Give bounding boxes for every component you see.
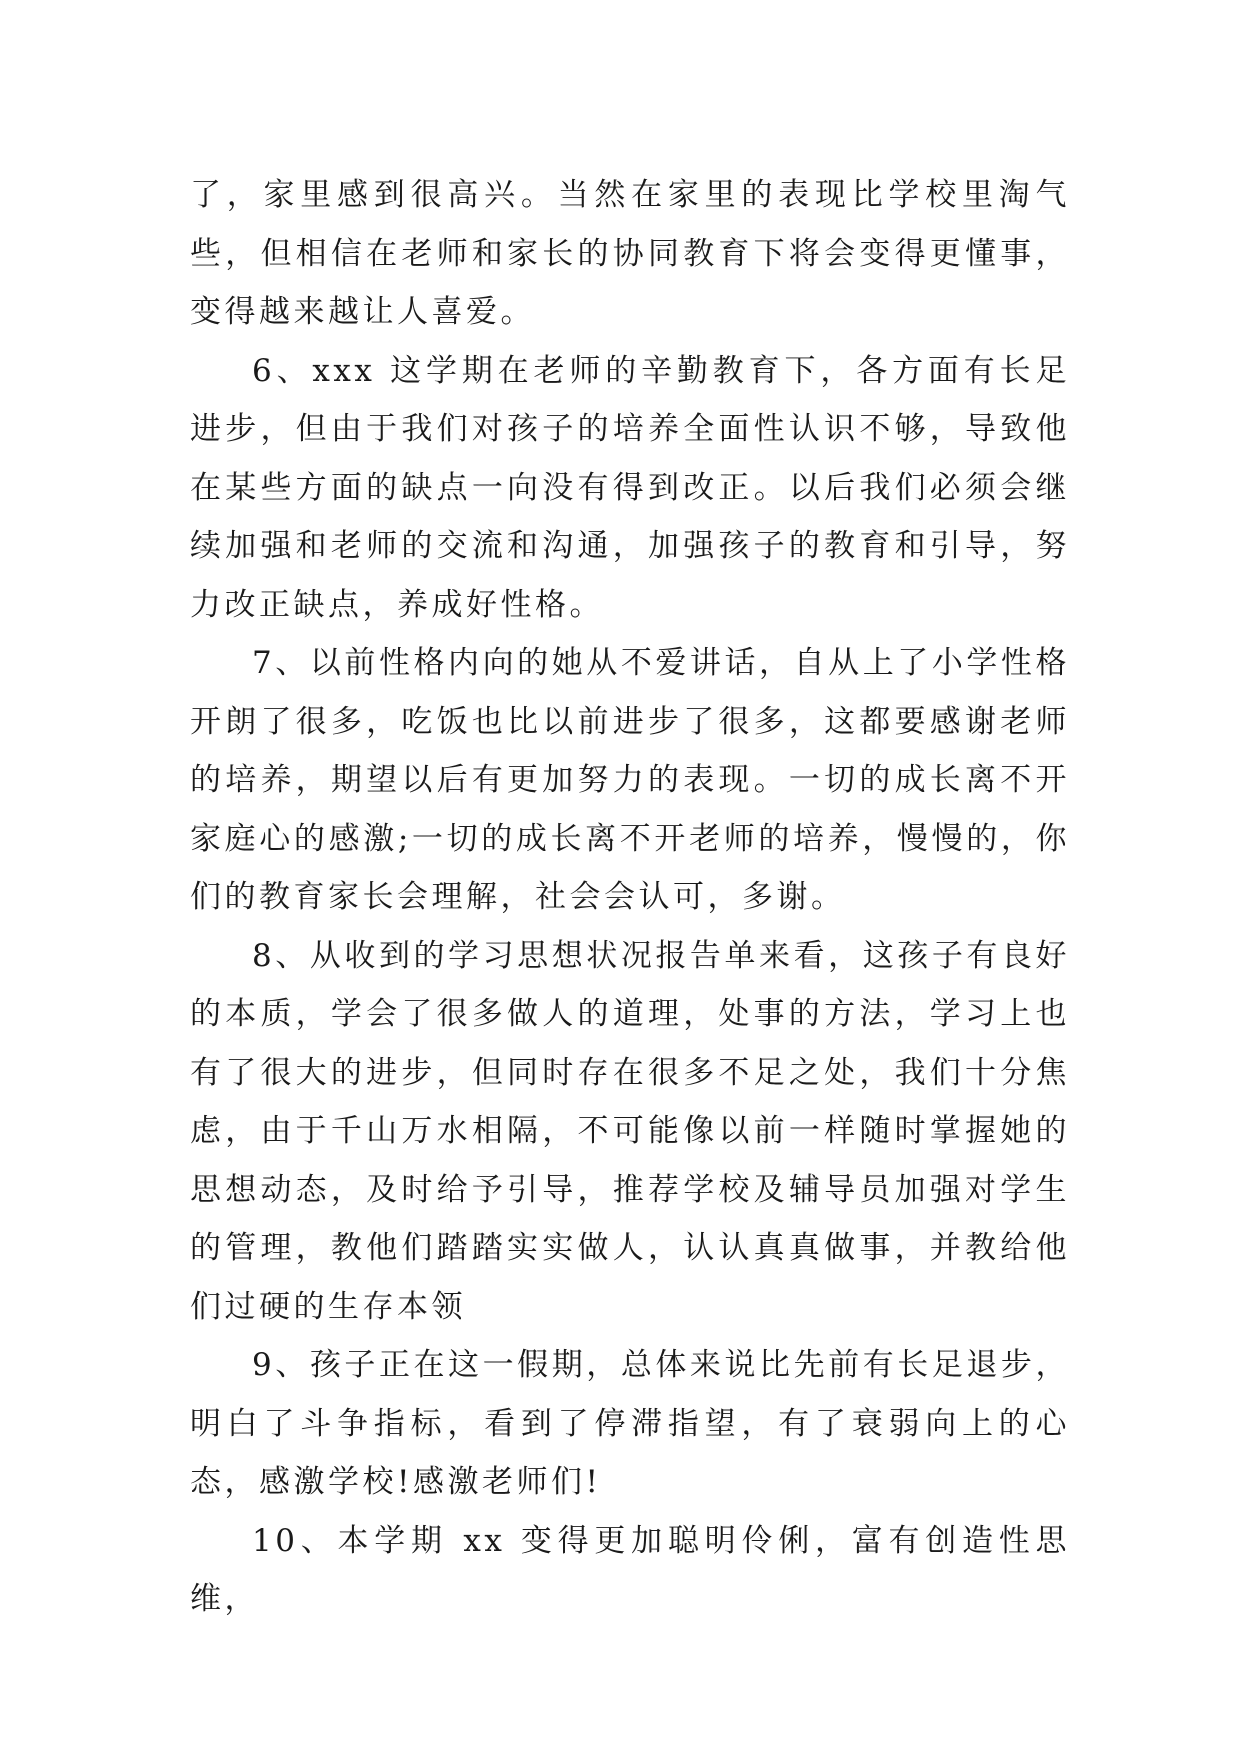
paragraph-item-8: 8、从收到的学习思想状况报告单来看，这孩子有良好的本质，学会了很多做人的道理，处事的方法，学习上也有了很大的进步，但同时存在很多不足之处，我们十分焦虑，由于千山万水相隔，不可能像以前一样随时掌握她的思想动态，及时给予引导，推荐学校及辅导员加强对学生的管理，教他们踏踏实实做人，认认真真做事，并教给他们过硬的生存本领	[190, 937, 1070, 1325]
paragraph-item-6: 6、xxx 这学期在老师的辛勤教育下，各方面有长足进步，但由于我们对孩子的培养全面性认识不够，导致他在某些方面的缺点一向没有得到改正。以后我们必须会继续加强和老师的交流和沟通，加强孩子的教育和引导，努力改正缺点，养成好性格。	[190, 352, 1070, 623]
paragraph-item-10: 10、本学期 xx 变得更加聪明伶俐，富有创造性思维，	[190, 1522, 1070, 1617]
document-body	[190, 166, 1070, 1629]
paragraph-item-7: 7、以前性格内向的她从不爱讲话，自从上了小学性格开朗了很多，吃饭也比以前进步了很多，这都要感谢老师的培养，期望以后有更加努力的表现。一切的成长离不开家庭心的感激;一切的成长离不开老师的培养，慢慢的，你们的教育家长会理解，社会会认可，多谢。	[190, 645, 1070, 915]
paragraph-item-9: 9、孩子正在这一假期，总体来说比先前有长足退步，明白了斗争指标，看到了停滞指望，有了衰弱向上的心态，感激学校!感激老师们!	[190, 1347, 1070, 1500]
paragraph-continuation: 了，家里感到很高兴。当然在家里的表现比学校里淘气些，但相信在老师和家长的协同教育下将会变得更懂事，变得越来越让人喜爱。	[190, 177, 1070, 330]
